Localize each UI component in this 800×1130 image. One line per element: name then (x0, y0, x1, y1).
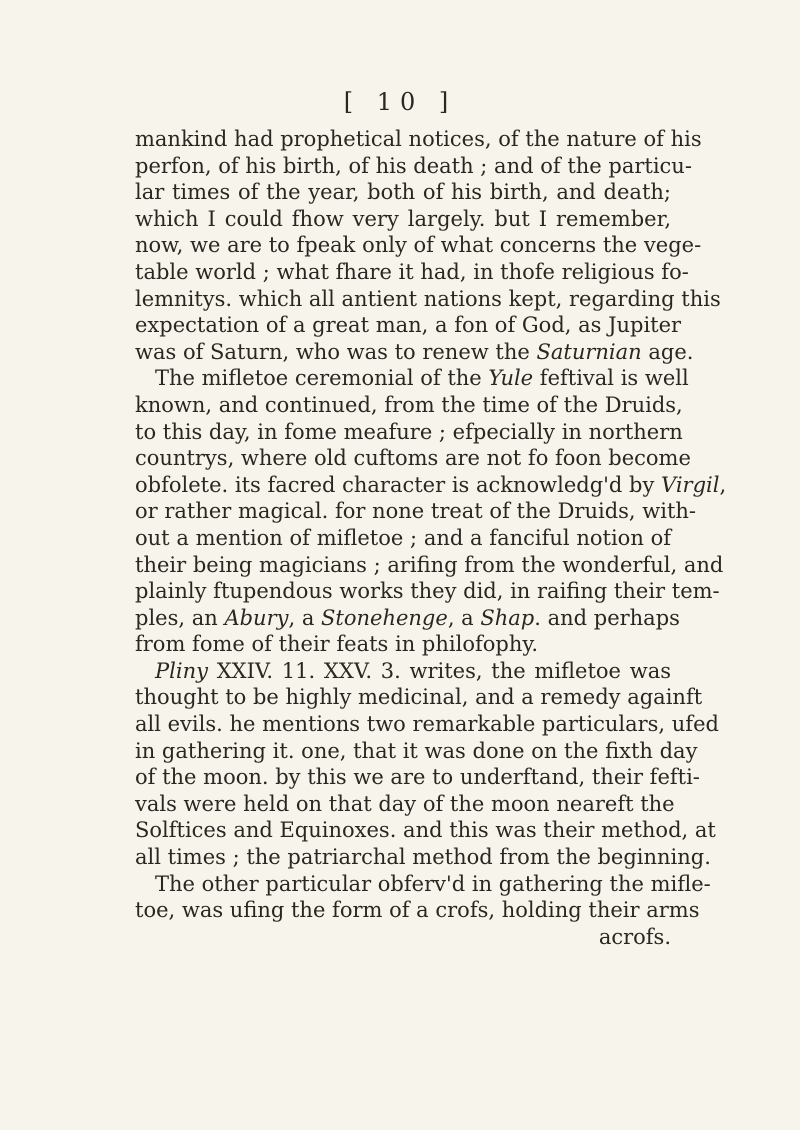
text-segment: all evils. he mentions two remarkable particulars, ufed (135, 712, 719, 737)
text-segment: to this day, in fome meafure ; efpecially in northern (135, 419, 683, 444)
text-line (135, 232, 702, 259)
text-line (135, 472, 727, 499)
text-line (135, 605, 680, 632)
italic-term: Shap (480, 605, 535, 630)
text-segment: from fome of their feats in philofophy. (135, 632, 539, 657)
text-segment: table world ; what fhare it had, in thofe religious fo- (135, 259, 689, 284)
text-segment: now, we are to fpeak only of what concerns the vege- (135, 233, 702, 258)
text-line (135, 871, 711, 898)
text-segment: which I could fhow very largely. but I remember, (135, 206, 671, 231)
text-line (135, 126, 702, 153)
text-line (135, 339, 694, 366)
text-line (135, 552, 724, 579)
text-segment: age. (641, 339, 694, 364)
text-line (135, 897, 700, 924)
text-line (135, 312, 682, 339)
text-segment: acrofs. (598, 924, 671, 949)
italic-term: Pliny (155, 658, 208, 683)
text-line (135, 684, 703, 711)
text-line (135, 844, 711, 871)
text-line (135, 259, 689, 286)
italic-term: Abury (224, 605, 289, 630)
text-segment: mankind had prophetical notices, of the nature of his (135, 127, 702, 151)
text-segment: ples, an (135, 605, 225, 630)
text-segment: feftival is well (533, 366, 689, 391)
text-line (135, 286, 721, 313)
text-segment: thought to be highly medicinal, and a remedy againft (135, 685, 703, 710)
text-segment: their being magicians ; arifing from the wonderful, and (135, 552, 724, 577)
text-line (135, 445, 691, 472)
text-segment: lemnitys. which all antient nations kept, regarding this (135, 286, 721, 311)
text-segment: or rather magical. for none treat of the Druids, with- (135, 499, 697, 524)
text-line (135, 498, 697, 525)
text-line (135, 817, 716, 844)
text-segment: obfolete. its facred character is acknowledg'd by (135, 472, 662, 497)
text-segment: , a (288, 605, 322, 630)
italic-term: Yule (488, 366, 534, 391)
text-segment: XXIV. 11. XXV. 3. writes, the mifletoe was (207, 658, 671, 683)
italic-term: Stonehenge (321, 605, 448, 630)
text-segment: The mifletoe ceremonial of the (155, 366, 489, 391)
body-text (135, 126, 727, 950)
text-line (135, 153, 692, 180)
text-line (135, 738, 698, 765)
text-line (135, 206, 671, 233)
text-segment: was of Saturn, who was to renew the (135, 339, 537, 364)
italic-term: Saturnian (536, 339, 642, 364)
text-segment: of the moon. by this we are to underftand, their fefti- (135, 765, 700, 790)
text-segment: countrys, where old cuftoms are not fo foon become (135, 446, 691, 471)
text-line (135, 419, 683, 446)
text-segment: . and perhaps (534, 605, 680, 630)
text-line (135, 658, 671, 685)
text-line (135, 392, 683, 419)
text-segment: plainly ftupendous works they did, in raifing their tem- (135, 579, 720, 604)
text-segment: perfon, of his birth, of his death ; and of the particu- (135, 153, 692, 178)
text-segment: , a (447, 605, 481, 630)
text-line (135, 631, 671, 658)
italic-term: Virgil (661, 472, 720, 497)
text-line (135, 711, 719, 738)
text-line (135, 791, 675, 818)
text-segment: all times ; the patriarchal method from the beginning. (135, 845, 711, 870)
text-segment: The other particular obferv'd in gathering the mifle- (155, 871, 711, 896)
text-line (135, 179, 671, 206)
text-line (135, 365, 689, 392)
text-line (135, 924, 671, 951)
text-segment: toe, was ufing the form of a crofs, holding their arms (135, 898, 700, 923)
page-number: [ 10 ] (343, 88, 457, 116)
text-segment: , (719, 472, 727, 497)
text-line (135, 525, 671, 552)
text-segment: out a mention of mifletoe ; and a fanciful notion of (135, 525, 671, 550)
text-segment: Solftices and Equinoxes. and this was their method, at (135, 818, 716, 843)
text-line (135, 764, 700, 791)
text-segment: lar times of the year, both of his birth, and death; (135, 180, 671, 205)
text-segment: known, and continued, from the time of the Druids, (135, 392, 683, 417)
text-segment: vals were held on that day of the moon neareft the (135, 791, 675, 816)
text-line (135, 578, 720, 605)
text-segment: expectation of a great man, a fon of God, as Jupiter (135, 313, 682, 338)
text-segment: in gathering it. one, that it was done on the fixth day (135, 738, 698, 763)
